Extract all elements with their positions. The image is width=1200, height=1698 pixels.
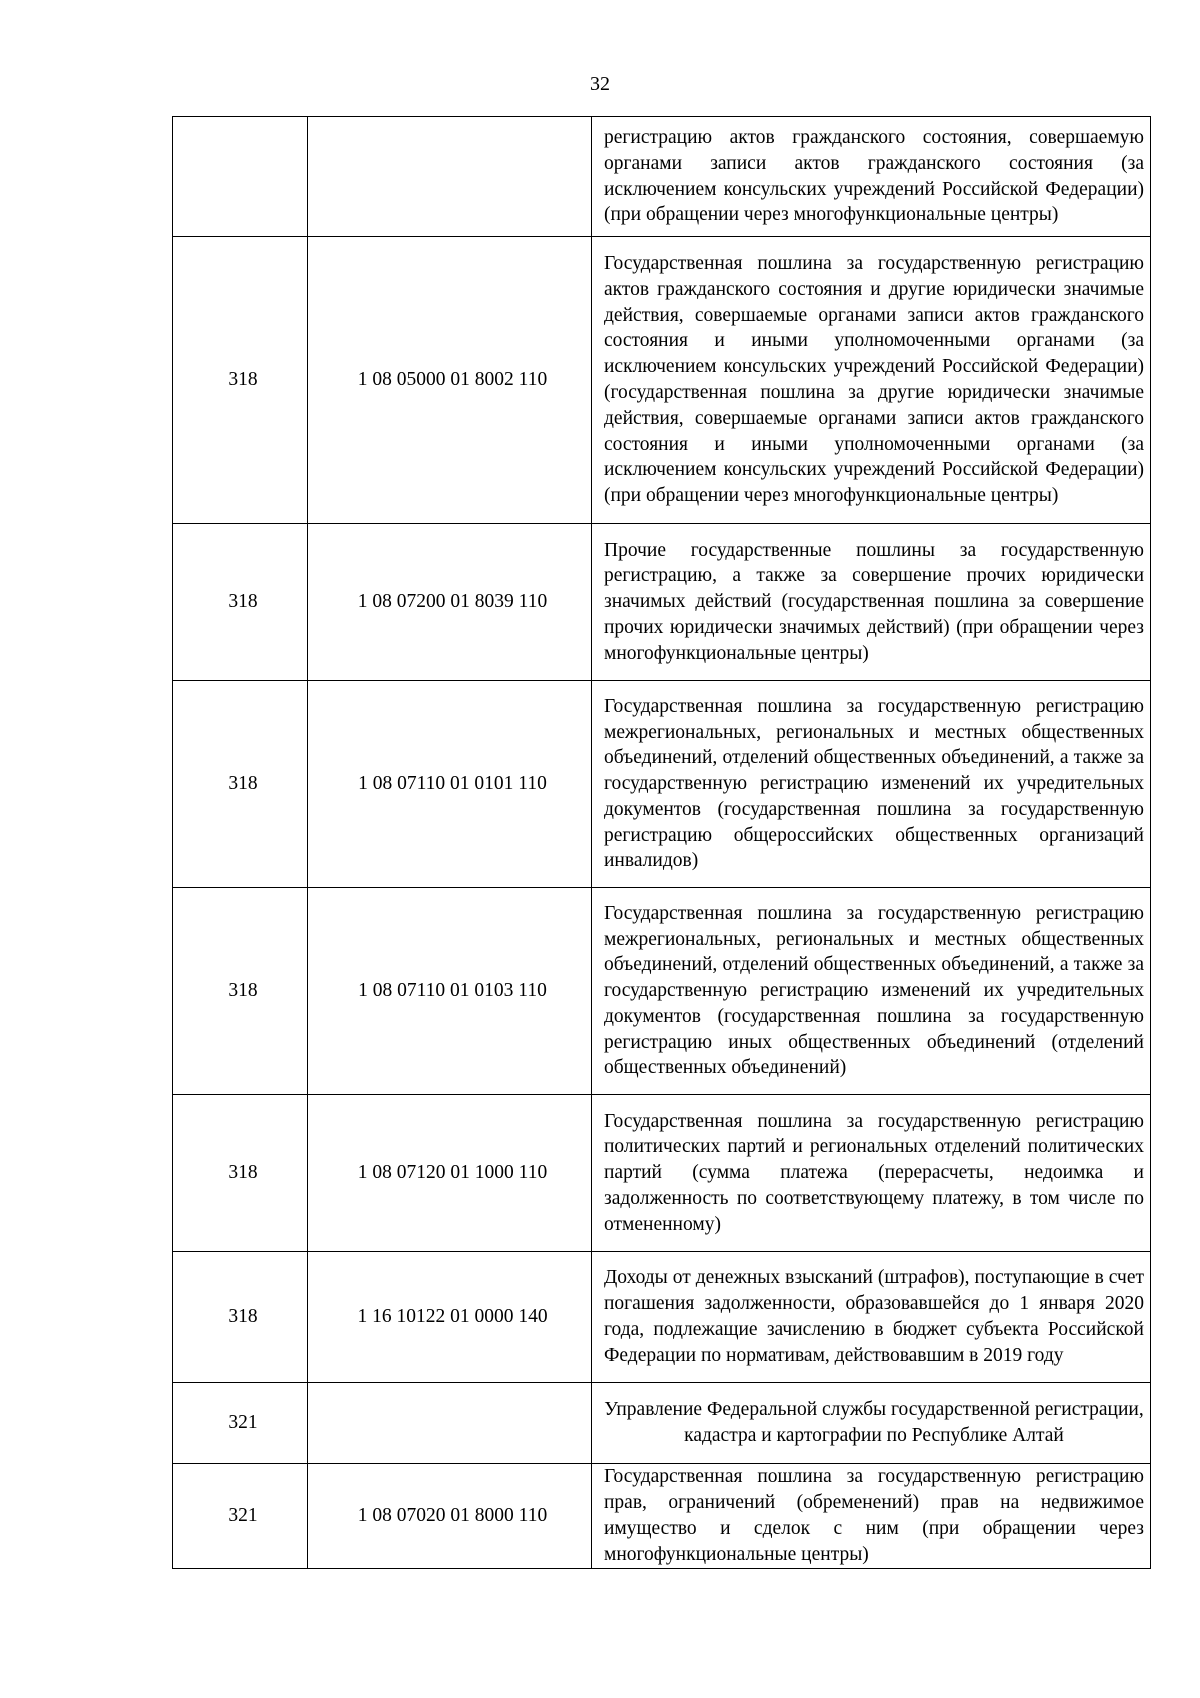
admin-code-cell: 318 [173, 681, 308, 888]
table-row [173, 1095, 1151, 1252]
table-row [173, 1464, 1151, 1569]
budget-code-cell: 1 08 07200 01 8039 110 [308, 524, 592, 681]
table-row [173, 1252, 1151, 1383]
description-cell: Доходы от денежных взысканий (штрафов), поступающие в счет погашения задолженности, образовавшейся до 1 января 2020 года, подлежащие зачислению в бюджет субъекта Российской Федерации по нормативам, действовавшим в 2019 году [592, 1252, 1151, 1383]
budget-code-cell: 1 08 05000 01 8002 110 [308, 237, 592, 524]
table-row [173, 524, 1151, 681]
table-row [173, 888, 1151, 1095]
revenue-codes-table [172, 116, 1151, 1569]
budget-code-cell [308, 1383, 592, 1464]
admin-code-cell [173, 117, 308, 237]
table-row [173, 117, 1151, 237]
admin-code-cell: 321 [173, 1464, 308, 1569]
description-cell: Прочие государственные пошлины за государственную регистрацию, а также за совершение прочих юридически значимых действий (государственная пошлина за совершение прочих юридически значимых действий) (при обращении через многофункциональные центры) [592, 524, 1151, 681]
admin-code-cell: 318 [173, 524, 308, 681]
description-cell: Государственная пошлина за государственную регистрацию актов гражданского состояния и другие юридически значимые действия, совершаемые органами записи актов гражданского состояния и иными уполномоченными органами (за исключением консульских учреждений Российской Федерации) (государственная пошлина за другие юридически значимые действия, совершаемые органами записи актов гражданского состояния и иными уполномоченными органами (за исключением консульских учреждений Российской Федерации) (при обращении через многофункциональные центры) [592, 237, 1151, 524]
budget-code-cell: 1 08 07110 01 0103 110 [308, 888, 592, 1095]
admin-code-cell: 318 [173, 237, 308, 524]
page-number: 32 [590, 73, 610, 95]
department-title-cell: Управление Федеральной службы государственной регистрации, кадастра и картографии по Республике Алтай [592, 1383, 1151, 1464]
budget-code-cell: 1 08 07020 01 8000 110 [308, 1464, 592, 1569]
budget-code-cell [308, 117, 592, 237]
description-cell: Государственная пошлина за государственную регистрацию прав, ограничений (обременений) прав на недвижимое имущество и сделок с ним (при обращении через многофункциональные центры) [592, 1464, 1151, 1569]
admin-code-cell: 318 [173, 888, 308, 1095]
table-row [173, 1383, 1151, 1464]
admin-code-cell: 318 [173, 1095, 308, 1252]
admin-code-cell: 318 [173, 1252, 308, 1383]
description-cell: регистрацию актов гражданского состояния, совершаемую органами записи актов гражданского состояния (за исключением консульских учреждений Российской Федерации) (при обращении через многофункциональные центры) [592, 117, 1151, 237]
budget-code-cell: 1 08 07120 01 1000 110 [308, 1095, 592, 1252]
budget-code-cell: 1 08 07110 01 0101 110 [308, 681, 592, 888]
table-row [173, 681, 1151, 888]
description-cell: Государственная пошлина за государственную регистрацию межрегиональных, региональных и местных общественных объединений, отделений общественных объединений, а также за государственную регистрацию изменений их учредительных документов (государственная пошлина за государственную регистрацию иных общественных объединений (отделений общественных объединений) [592, 888, 1151, 1095]
description-cell: Государственная пошлина за государственную регистрацию межрегиональных, региональных и местных общественных объединений, отделений общественных объединений, а также за государственную регистрацию изменений их учредительных документов (государственная пошлина за государственную регистрацию общероссийских общественных организаций инвалидов) [592, 681, 1151, 888]
budget-code-cell: 1 16 10122 01 0000 140 [308, 1252, 592, 1383]
description-cell: Государственная пошлина за государственную регистрацию политических партий и региональных отделений политических партий (сумма платежа (перерасчеты, недоимка и задолженность по соответствующему платежу, в том числе по отмененному) [592, 1095, 1151, 1252]
admin-code-cell: 321 [173, 1383, 308, 1464]
table-row [173, 237, 1151, 524]
